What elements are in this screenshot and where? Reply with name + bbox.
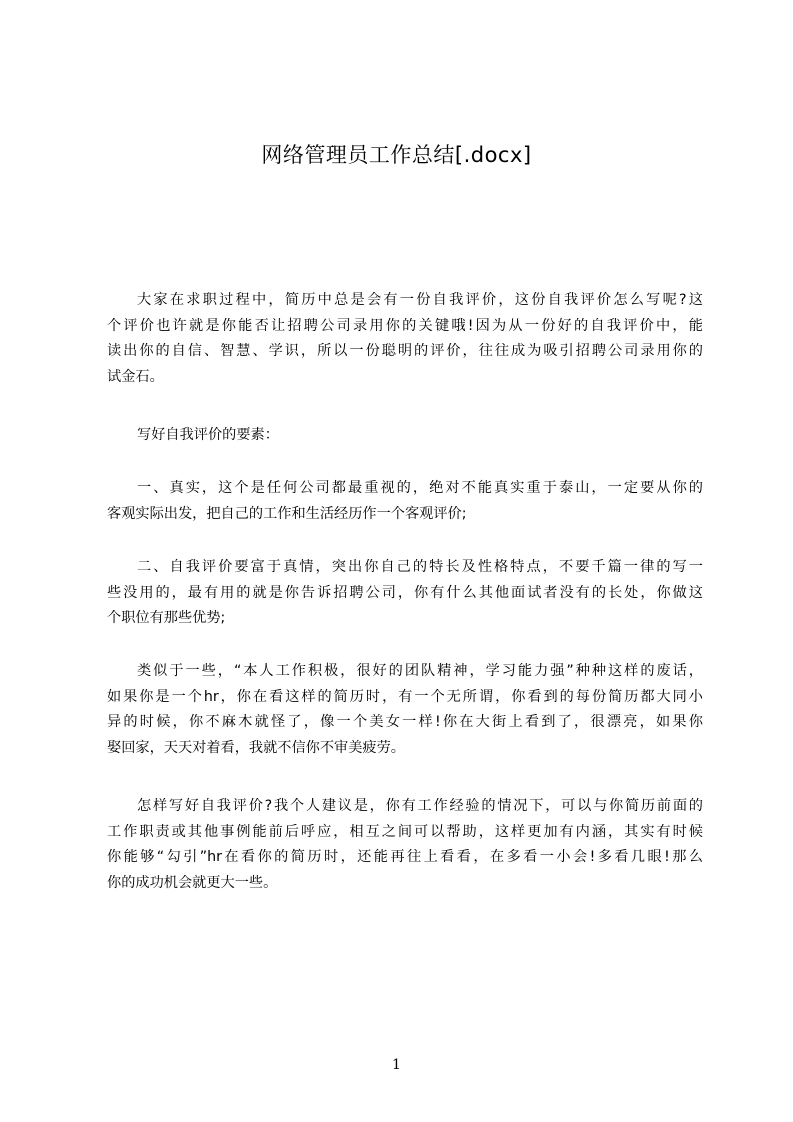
paragraph-advice: [107, 794, 703, 896]
paragraph-line: 怎样写好自我评价?我个人建议是，你有工作经验的情况下，可以与你简历前面的: [137, 798, 703, 814]
paragraph-line: 类似于一些，“本人工作积极，很好的团队精神，学习能力强”种种这样的废话，: [137, 663, 703, 679]
paragraph-line: 异的时候，你不麻木就怪了，像一个美女一样!你在大街上看到了，很漂亮，如果你: [107, 714, 703, 730]
paragraph-line: 写好自我评价的要素：: [137, 427, 279, 443]
paragraph-line: 你能够“勾引”hr在看你的简历时，还能再往上看看，在多看一小会!多看几眼!那么: [107, 849, 703, 865]
paragraph-line: 个评价也许就是你能否让招聘公司录用你的关键哦!因为从一份好的自我评价中，能: [107, 317, 703, 334]
paragraph-line: 读出你的自信、智慧、学识，所以一份聪明的评价，往往成为吸引招聘公司录用你的: [107, 343, 703, 359]
paragraph-line: 些没用的，最有用的就是你告诉招聘公司，你有什么其他面试者没有的长处，你做这: [107, 584, 703, 601]
paragraph-point-two: [107, 555, 703, 632]
paragraph-example: [107, 659, 703, 761]
paragraph-point-one: [107, 476, 703, 527]
paragraph-heading-elements: [107, 423, 703, 449]
paragraph-line: 客观实际出发，把自己的工作和生活经历作一个客观评价;: [107, 505, 467, 522]
paragraph-line: 如果你是一个hr，你在看这样的简历时，有一个无所谓，你看到的每份简历都大同小: [107, 688, 703, 705]
paragraph-line: 娶回家，天天对着看，我就不信你不审美疲劳。: [107, 739, 405, 756]
paragraph-line: 工作职责或其他事例能前后呼应，相互之间可以帮助，这样更加有内涵，其实有时候: [107, 823, 703, 840]
document-title: 网络管理员工作总结[.docx]: [261, 143, 532, 167]
paragraph-line: 二、自我评价要富于真情，突出你自己的特长及性格特点，不要千篇一律的写一: [137, 559, 703, 575]
page-number: 1: [392, 1057, 401, 1073]
paragraph-line: 试金石。: [107, 368, 164, 385]
paragraph-line: 个职位有那些优势;: [107, 610, 226, 626]
paragraph-line: 大家在求职过程中，简历中总是会有一份自我评价，这份自我评价怎么写呢?这: [137, 292, 703, 308]
paragraph-line: 一、真实，这个是任何公司都最重视的，绝对不能真实重于泰山，一定要从你的: [137, 480, 703, 496]
paragraph-intro: [107, 288, 703, 390]
paragraph-line: 你的成功机会就更大一些。: [107, 874, 278, 891]
